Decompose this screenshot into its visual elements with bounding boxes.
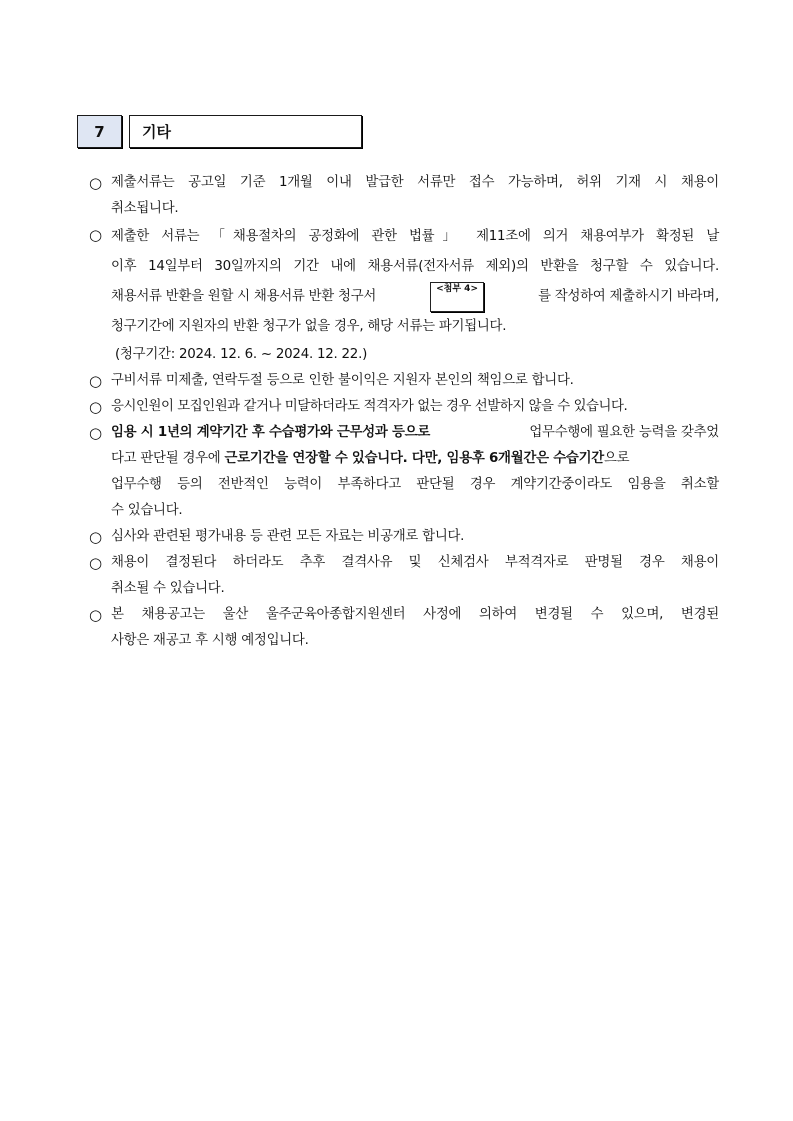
list-item-text [111,222,719,368]
list-item-documents-validity [89,170,719,222]
list-item-text [111,524,719,550]
attachment-label: <첨부 4> [430,282,484,312]
list-item-missing-documents [89,368,719,394]
text-line [111,282,719,312]
list-item-text [111,420,719,524]
list-item-text [111,394,719,420]
text-fragment: 으로 [603,451,630,466]
section-number: 7 [77,115,122,148]
list-item-text [111,602,719,654]
section-header [77,115,362,148]
text-fragment: 채용서류 반환을 원할 시 채용서류 반환 청구서 [111,289,377,304]
circle-bullet-icon: ○ [89,554,102,572]
circle-bullet-icon: ○ [89,424,102,442]
section-title: 기타 [129,115,362,148]
circle-bullet-icon: ○ [89,398,102,416]
text-fragment: 다고 판단될 경우에 [111,451,225,466]
list-item-text [111,368,719,394]
list-item-no-qualified-applicant [89,394,719,420]
text-line [111,446,719,472]
text-line: 수 있습니다. [111,503,183,518]
text-line: 구비서류 미제출, 연락두절 등으로 인한 불이익은 지원자 본인의 책임으로 합니다. [111,373,574,388]
text-line: 취소될 수 있습니다. [111,581,225,596]
list-item-text [111,170,719,222]
text-line: 채용이 결정된다 하더라도 추후 결격사유 및 신체검사 부적격자로 판명될 경우 채용이 [111,555,719,570]
text-line: 사항은 재공고 후 시행 예정입니다. [111,633,309,648]
text-line: 심사와 관련된 평가내용 등 관련 모든 자료는 비공개로 합니다. [111,529,465,544]
list-item-text [111,550,719,602]
circle-bullet-icon: ○ [89,174,102,192]
claim-period: (청구기간: 2024. 12. 6. ~ 2024. 12. 22.) [115,347,368,362]
list-item-disqualification [89,550,719,602]
text-line: 본 채용공고는 울산 울주군육아종합지원센터 사정에 의하여 변경될 수 있으며, 변경된 [111,607,719,622]
bold-text: 근로기간을 연장할 수 있습니다. 다만, 임용후 6개월간은 수습기간 [224,451,604,466]
text-fragment: 를 작성하여 제출하시기 바라며, [538,289,719,304]
text-line: 업무수행 등의 전반적인 능력이 부족하다고 판단될 경우 계약기간중이라도 임용을 취소할 [111,477,719,492]
list-item-document-return [89,222,719,368]
circle-bullet-icon: ○ [89,372,102,390]
list-item-notice-change [89,602,719,654]
text-line: 취소됩니다. [111,201,179,216]
circle-bullet-icon: ○ [89,606,102,624]
notice-list [89,170,719,654]
text-line [111,420,719,446]
text-fragment: 업무수행에 필요한 능력을 갖추었 [529,425,719,440]
circle-bullet-icon: ○ [89,226,102,244]
text-line: 이후 14일부터 30일까지의 기간 내에 채용서류(전자서류 제외)의 반환을 청구할 수 있습니다. [111,259,719,274]
bold-text: 임용 시 1년의 계약기간 후 수습평가와 근무성과 등으로 [111,425,431,440]
text-line: 청구기간에 지원자의 반환 청구가 없을 경우, 해당 서류는 파기됩니다. [111,319,507,334]
circle-bullet-icon: ○ [89,528,102,546]
list-item-confidential [89,524,719,550]
text-line: 제출서류는 공고일 기준 1개월 이내 발급한 서류만 접수 가능하며, 허위 기재 시 채용이 [111,175,719,190]
list-item-contract-period [89,420,719,524]
text-line: 응시인원이 모집인원과 같거나 미달하더라도 적격자가 없는 경우 선발하지 않을 수 있습니다. [111,399,628,414]
text-line: 제출한 서류는 「채용절차의 공정화에 관한 법률」 제11조에 의거 채용여부가 확정된 날 [111,229,719,244]
